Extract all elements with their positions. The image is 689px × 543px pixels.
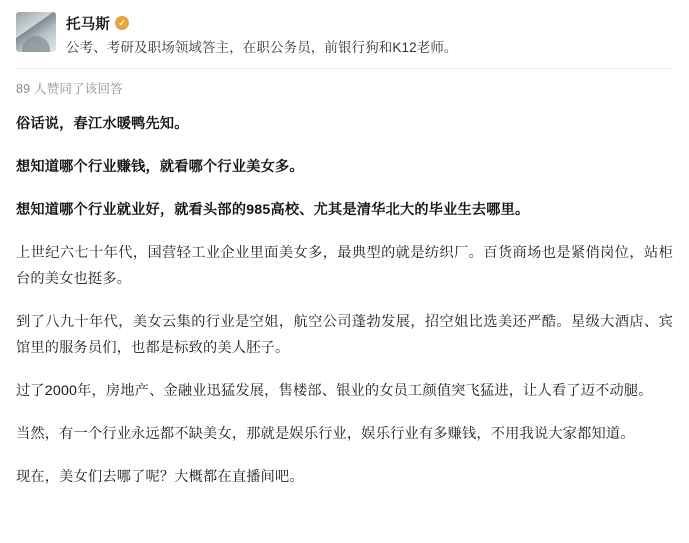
answer-paragraph: 俗话说，春江水暖鸭先知。 [16,116,189,132]
author-meta [66,12,458,57]
answer-paragraph: 上世纪六七十年代，国营轻工业企业里面美女多，最典型的就是纺织厂。百货商场也是紧俏岗位，站柜台的美女也挺多。 [16,245,673,287]
vote-count-label: 89 人赞同了该回答 [16,82,123,96]
verified-badge-icon: ✓ [115,16,129,30]
answer-paragraph: 现在，美女们去哪了呢？大概都在直播间吧。 [16,469,304,485]
answer-paragraph: 过了2000年，房地产、金融业迅猛发展，售楼部、银业的女员工颜值突飞猛进，让人看了迈不动腿。 [16,383,653,399]
answer-body [16,111,673,490]
avatar[interactable] [16,12,56,52]
header-divider [16,68,673,69]
author-name-line [66,13,458,33]
answer-paragraph: 想知道哪个行业就业好，就看头部的985高校、尤其是清华北大的毕业生去哪里。 [16,202,530,218]
author-header [16,10,673,57]
answer-paragraph: 当然，有一个行业永远都不缺美女，那就是娱乐行业，娱乐行业有多赚钱，不用我说大家都知道。 [16,426,635,442]
author-name[interactable]: 托马斯 [66,16,111,33]
author-bio: 公考、考研及职场领域答主，在职公务员，前银行狗和K12老师。 [66,40,458,55]
answer-paragraph: 想知道哪个行业赚钱，就看哪个行业美女多。 [16,159,304,175]
answer-paragraph: 到了八九十年代，美女云集的行业是空姐，航空公司蓬勃发展，招空姐比选美还严酷。星级大酒店、宾馆里的服务员们，也都是标致的美人胚子。 [16,314,673,356]
